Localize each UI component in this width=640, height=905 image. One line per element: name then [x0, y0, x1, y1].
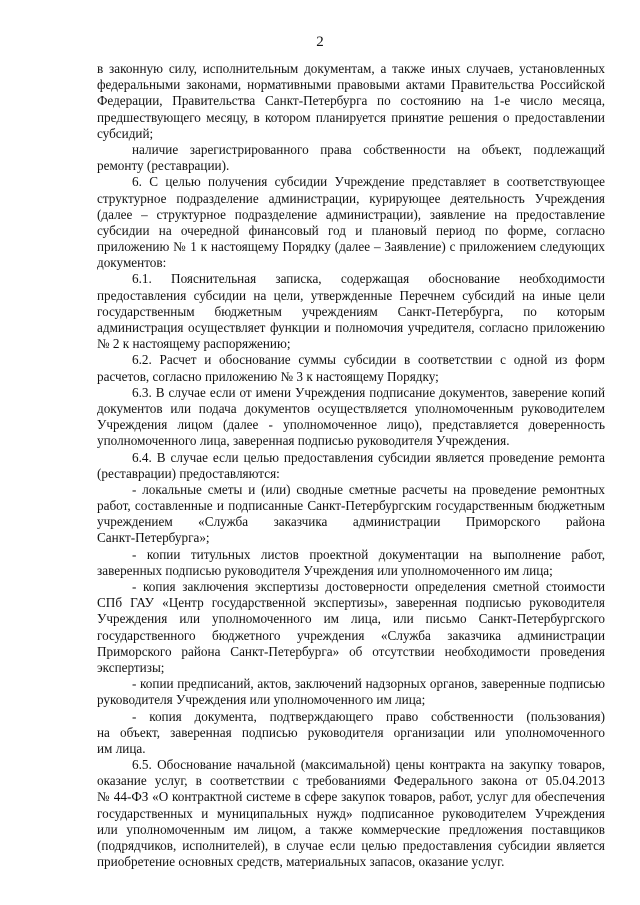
text-line: в законную силу, исполнительным документам, а также иных случаев, установленных	[97, 61, 605, 76]
text-line: документов:	[97, 255, 167, 271]
text-line: руководителя Учреждения или уполномоченного им лица;	[97, 692, 426, 708]
text-line: работ, составленные и подписанные Санкт-Петербургским государственным бюджетным	[97, 498, 605, 514]
text-line: Приморского района Санкт-Петербурга» об отсутствии необходимости проведения	[97, 643, 605, 659]
text-line: субсидий;	[97, 125, 154, 141]
text-line: им лица.	[97, 740, 146, 756]
text-line: Учреждения или уполномоченного им лица, или письмо Санкт-Петербургского	[97, 611, 605, 627]
text-line: государственным бюджетным учреждениям Санкт-Петербурга, по которым	[97, 303, 605, 319]
text-line: 6. С целью получения субсидии Учреждение представляет в соответствующее	[132, 174, 605, 190]
text-line: - копия заключения экспертизы достоверности определения сметной стоимости	[132, 579, 605, 594]
text-line: документов или подача документов осуществляется уполномоченным руководителем	[97, 400, 605, 416]
text-line: Санкт-Петербурга»;	[97, 530, 210, 546]
text-line: Федерации, Правительства Санкт-Петербурга по состоянию на 1-е число месяца,	[97, 93, 605, 109]
text-line: приложению № 1 к настоящему Порядку (далее – Заявление) с приложением следующих	[97, 239, 605, 255]
text-line: - копии предписаний, актов, заключений надзорных органов, заверенные подписью	[132, 676, 605, 692]
text-line: 6.5. Обоснование начальной (максимальной) цены контракта на закупку товаров,	[132, 757, 605, 773]
text-line: экспертизы;	[97, 659, 165, 675]
document-body	[97, 61, 605, 870]
text-line: (реставрации) предоставляются:	[97, 465, 280, 481]
text-line: государственного бюджетного учреждения «Служба заказчика администрации	[97, 627, 605, 643]
text-line: уполномоченного лица, заверенная подписью руководителя Учреждения.	[97, 433, 510, 449]
text-line: 6.2. Расчет и обоснование суммы субсидии в соответствии с одной из форм	[132, 352, 605, 368]
text-line: или уполномоченным им лицом, а также коммерческие предложения поставщиков	[97, 821, 605, 837]
text-line: предшествующего месяцу, в котором планируется принятие решения о предоставлении	[97, 109, 605, 125]
text-line: 6.1. Пояснительная записка, содержащая обоснование необходимости	[132, 271, 605, 287]
text-line: - копии титульных листов проектной документации на выполнение работ,	[132, 546, 605, 562]
text-line: (подрядчиков, исполнителей), в случае если целью предоставления субсидии является	[97, 838, 605, 853]
text-line: - локальные сметы и (или) сводные сметные расчеты на проведение ремонтных	[132, 481, 605, 497]
text-line: 6.3. В случае если от имени Учреждения подписание документов, заверение копий	[132, 384, 605, 400]
text-line: Учреждения лицом (далее - уполномоченное лицо), представляется доверенность	[97, 417, 605, 433]
text-line: на объект, заверенная подписью руководителя организации или уполномоченного	[97, 724, 605, 740]
text-line: 6.4. В случае если целью предоставления субсидии является проведение ремонта	[132, 449, 605, 465]
text-line: учреждением «Служба заказчика администрации Приморского района	[97, 514, 605, 530]
text-line: заверенных подписью руководителя Учреждения или уполномоченного им лица;	[97, 562, 553, 578]
text-line: оказание услуг, в соответствии с требованиями Федерального закона от 05.04.2013	[97, 773, 605, 789]
text-line: ремонту (реставрации).	[97, 158, 230, 174]
text-line: - копия документа, подтверждающего право собственности (пользования)	[132, 708, 605, 724]
text-line: администрация осуществляет функции и полномочия учредителя, согласно приложению	[97, 320, 605, 335]
text-line: федеральными законами, нормативными правовыми актами Правительства Российской	[97, 77, 605, 93]
page-number: 2	[316, 34, 324, 50]
text-line: приобретение основных средств, материальных запасов, оказание услуг.	[97, 854, 505, 870]
text-line: субсидии на очередной финансовый год и плановый период по форме, согласно	[97, 222, 605, 238]
text-line: (далее – структурное подразделение администрации), заявление на предоставление	[97, 206, 605, 222]
text-line: расчетов, согласно приложению № 3 к настоящему Порядку;	[97, 368, 439, 384]
text-line: наличие зарегистрированного права собственности на объект, подлежащий	[132, 141, 605, 157]
text-line: предоставления субсидии на цели, утвержденные Перечнем субсидий на иные цели	[97, 287, 605, 303]
text-line: СПб ГАУ «Центр государственной экспертизы», заверенная подписью руководителя	[97, 595, 605, 611]
text-line: № 2 к настоящему распоряжению;	[97, 336, 291, 352]
text-line: № 44-ФЗ «О контрактной системе в сфере закупок товаров, работ, услуг для обеспечения	[97, 789, 605, 805]
text-line: государственных и муниципальных нужд» подписанное руководителем Учреждения	[97, 805, 605, 821]
text-line: структурное подразделение администрации, курирующее деятельность Учреждения	[97, 190, 605, 206]
